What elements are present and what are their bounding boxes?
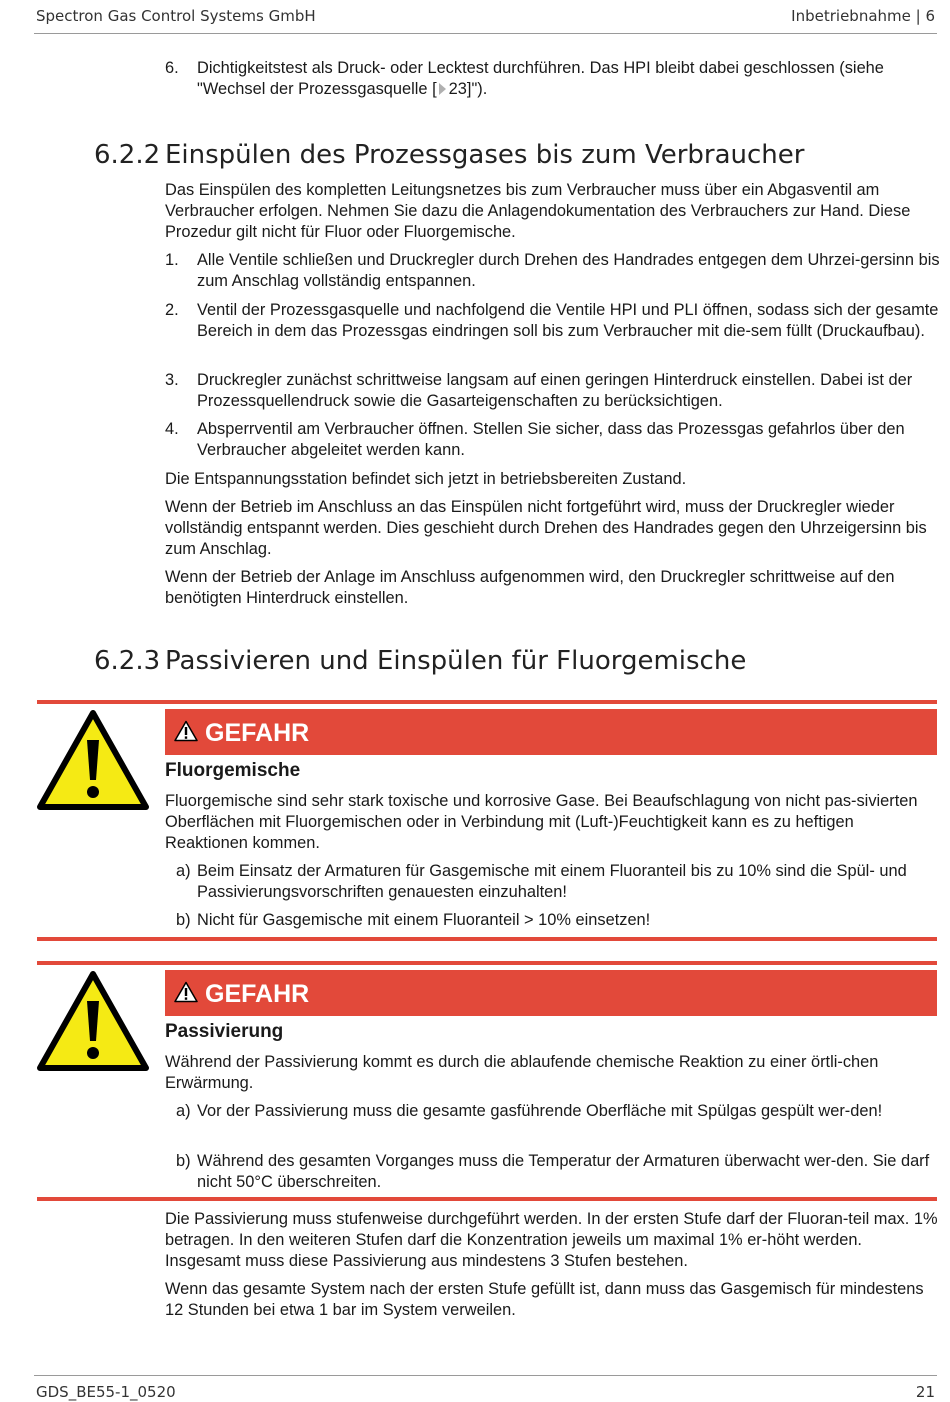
- list-text: Dichtigkeitstest als Druck- oder Lecktest durchführen. Das HPI bleibt dabei geschlossen (siehe "Wechsel der Prozessgasquelle [ 23]").: [197, 59, 884, 98]
- danger-icon: [174, 720, 198, 742]
- warning-item-a: [176, 1101, 936, 1122]
- warning-rule-top: [37, 700, 937, 704]
- list-item-step-6: [165, 58, 940, 100]
- list-number: 1.: [165, 251, 179, 269]
- cross-reference-arrow-icon[interactable]: [439, 83, 446, 95]
- list-item-step-1: [165, 250, 940, 292]
- warning-item-b: [176, 910, 936, 931]
- danger-banner: [165, 709, 937, 755]
- list-text: Druckregler zunächst schrittweise langsam auf einen geringen Hinterdruck einstellen. Dabei ist der Prozessquellendruck sowie die Gasarteigenschaften zu berücksichtigen.: [197, 371, 913, 410]
- section-number: 6.2.2: [94, 140, 161, 170]
- paragraph-operation: Wenn der Betrieb der Anlage im Anschluss aufgenommen wird, den Druckregler schrittweise auf den benötigten Hinterdruck einstellen.: [165, 568, 895, 607]
- danger-label: GEFAHR: [205, 719, 310, 747]
- warning-item-a: [176, 861, 936, 903]
- list-text: Vor der Passivierung muss die gesamte gasführende Oberfläche mit Spülgas gespült wer-den!: [197, 1102, 883, 1120]
- list-text: Ventil der Prozessgasquelle und nachfolgend die Ventile HPI und PLI öffnen, sodass sich der gesamte Bereich in dem das Prozessgas eindringen soll bis zum Verbraucher mit die-sem füllt (Druckaufbau).: [197, 301, 939, 340]
- section-number: 6.2.3: [94, 646, 161, 676]
- paragraph-status: Die Entspannungsstation befindet sich jetzt in betriebsbereiten Zustand.: [165, 470, 687, 488]
- list-letter: a): [176, 862, 191, 880]
- page-number: 21: [915, 1383, 935, 1401]
- list-item-step-4: [165, 419, 940, 461]
- list-text: Nicht für Gasgemische mit einem Fluoranteil > 10% einsetzen!: [197, 911, 651, 929]
- paragraph-stages: Die Passivierung muss stufenweise durchgeführt werden. In der ersten Stufe darf der Fluoran-teil max. 1% betragen. In den weiteren Stufen darf die Konzentration jeweils um maximal 1% er-höht werden. Insgesamt muss diese Passivierung aus mindestens 3 Stufen bestehen.: [165, 1210, 938, 1270]
- list-text: Während des gesamten Vorganges muss die Temperatur der Armaturen überwacht wer-den. Sie darf nicht 50°C überschreiten.: [197, 1152, 930, 1191]
- warning-triangle-icon: [37, 710, 149, 810]
- list-item-step-2: [165, 300, 940, 342]
- header-chapter: Inbetriebnahme | 6: [791, 7, 935, 25]
- section-title: Passivieren und Einspülen für Fluorgemische: [165, 646, 747, 676]
- footer-doc-id: GDS_BE55-1_0520: [36, 1383, 176, 1401]
- section-title: Einspülen des Prozessgases bis zum Verbraucher: [165, 140, 805, 170]
- warning-title: Passivierung: [165, 1021, 284, 1042]
- section-heading-6-2-3: [94, 646, 746, 676]
- warning-rule-bottom: [37, 937, 937, 941]
- list-letter: b): [176, 1152, 191, 1170]
- paragraph-dwell: Wenn das gesamte System nach der ersten Stufe gefüllt ist, dann muss das Gasgemisch für mindestens 12 Stunden bei etwa 1 bar im System verweilen.: [165, 1280, 924, 1319]
- cross-reference-link[interactable]: 23]").: [448, 80, 488, 98]
- list-number: 2.: [165, 301, 179, 319]
- warning-rule-bottom: [37, 1197, 937, 1201]
- list-item-step-3: [165, 370, 940, 412]
- warning-item-b: [176, 1151, 936, 1193]
- danger-icon: [174, 981, 198, 1003]
- list-number: 4.: [165, 420, 179, 438]
- danger-banner: [165, 970, 937, 1016]
- list-number: 6.: [165, 59, 179, 77]
- list-letter: b): [176, 911, 191, 929]
- list-text: Beim Einsatz der Armaturen für Gasgemische mit einem Fluoranteil bis zu 10% sind die Spül- und Passivierungsvorschriften genauesten einzuhalten!: [197, 862, 907, 901]
- warning-rule-top: [37, 961, 937, 965]
- list-number: 3.: [165, 371, 179, 389]
- warning-text: Fluorgemische sind sehr stark toxische und korrosive Gase. Bei Beaufschlagung von nicht pas-sivierten Oberflächen mit Fluorgemischen oder in Verbindung mit (Luft-)Feuchtigkeit kann es zu heftigen Reaktionen kommen.: [165, 792, 918, 852]
- warning-title: Fluorgemische: [165, 760, 301, 781]
- warning-triangle-icon: [37, 971, 149, 1071]
- section-intro: Das Einspülen des kompletten Leitungsnetzes bis zum Verbraucher muss über ein Abgasventil am Verbraucher erfolgen. Nehmen Sie dazu die Anlagendokumentation des Verbrauchers zur Hand. Diese Prozedur gilt nicht für Fluor oder Fluorgemische.: [165, 181, 911, 241]
- page-header: [34, 0, 937, 34]
- list-text: Alle Ventile schließen und Druckregler durch Drehen des Handrades entgegen dem Uhrzei-gersinn bis zum Anschlag vollständig entspannen.: [197, 251, 940, 290]
- danger-label: GEFAHR: [205, 980, 310, 1008]
- warning-text: Während der Passivierung kommt es durch die ablaufende chemische Reaktion zu einer örtli-chen Erwärmung.: [165, 1053, 879, 1092]
- section-heading-6-2-2: [94, 140, 804, 170]
- page-footer: [34, 1375, 937, 1402]
- header-company: Spectron Gas Control Systems GmbH: [36, 7, 316, 25]
- list-text: Absperrventil am Verbraucher öffnen. Stellen Sie sicher, dass das Prozessgas gefahrlos über den Verbraucher abgeleitet werden kann.: [197, 420, 905, 459]
- list-letter: a): [176, 1102, 191, 1120]
- paragraph-relieve: Wenn der Betrieb im Anschluss an das Einspülen nicht fortgeführt wird, muss der Druckregler wieder vollständig entspannt werden. Dies geschieht durch Drehen des Handrades gegen den Uhrzeigersinn bis zum Anschlag.: [165, 498, 927, 558]
